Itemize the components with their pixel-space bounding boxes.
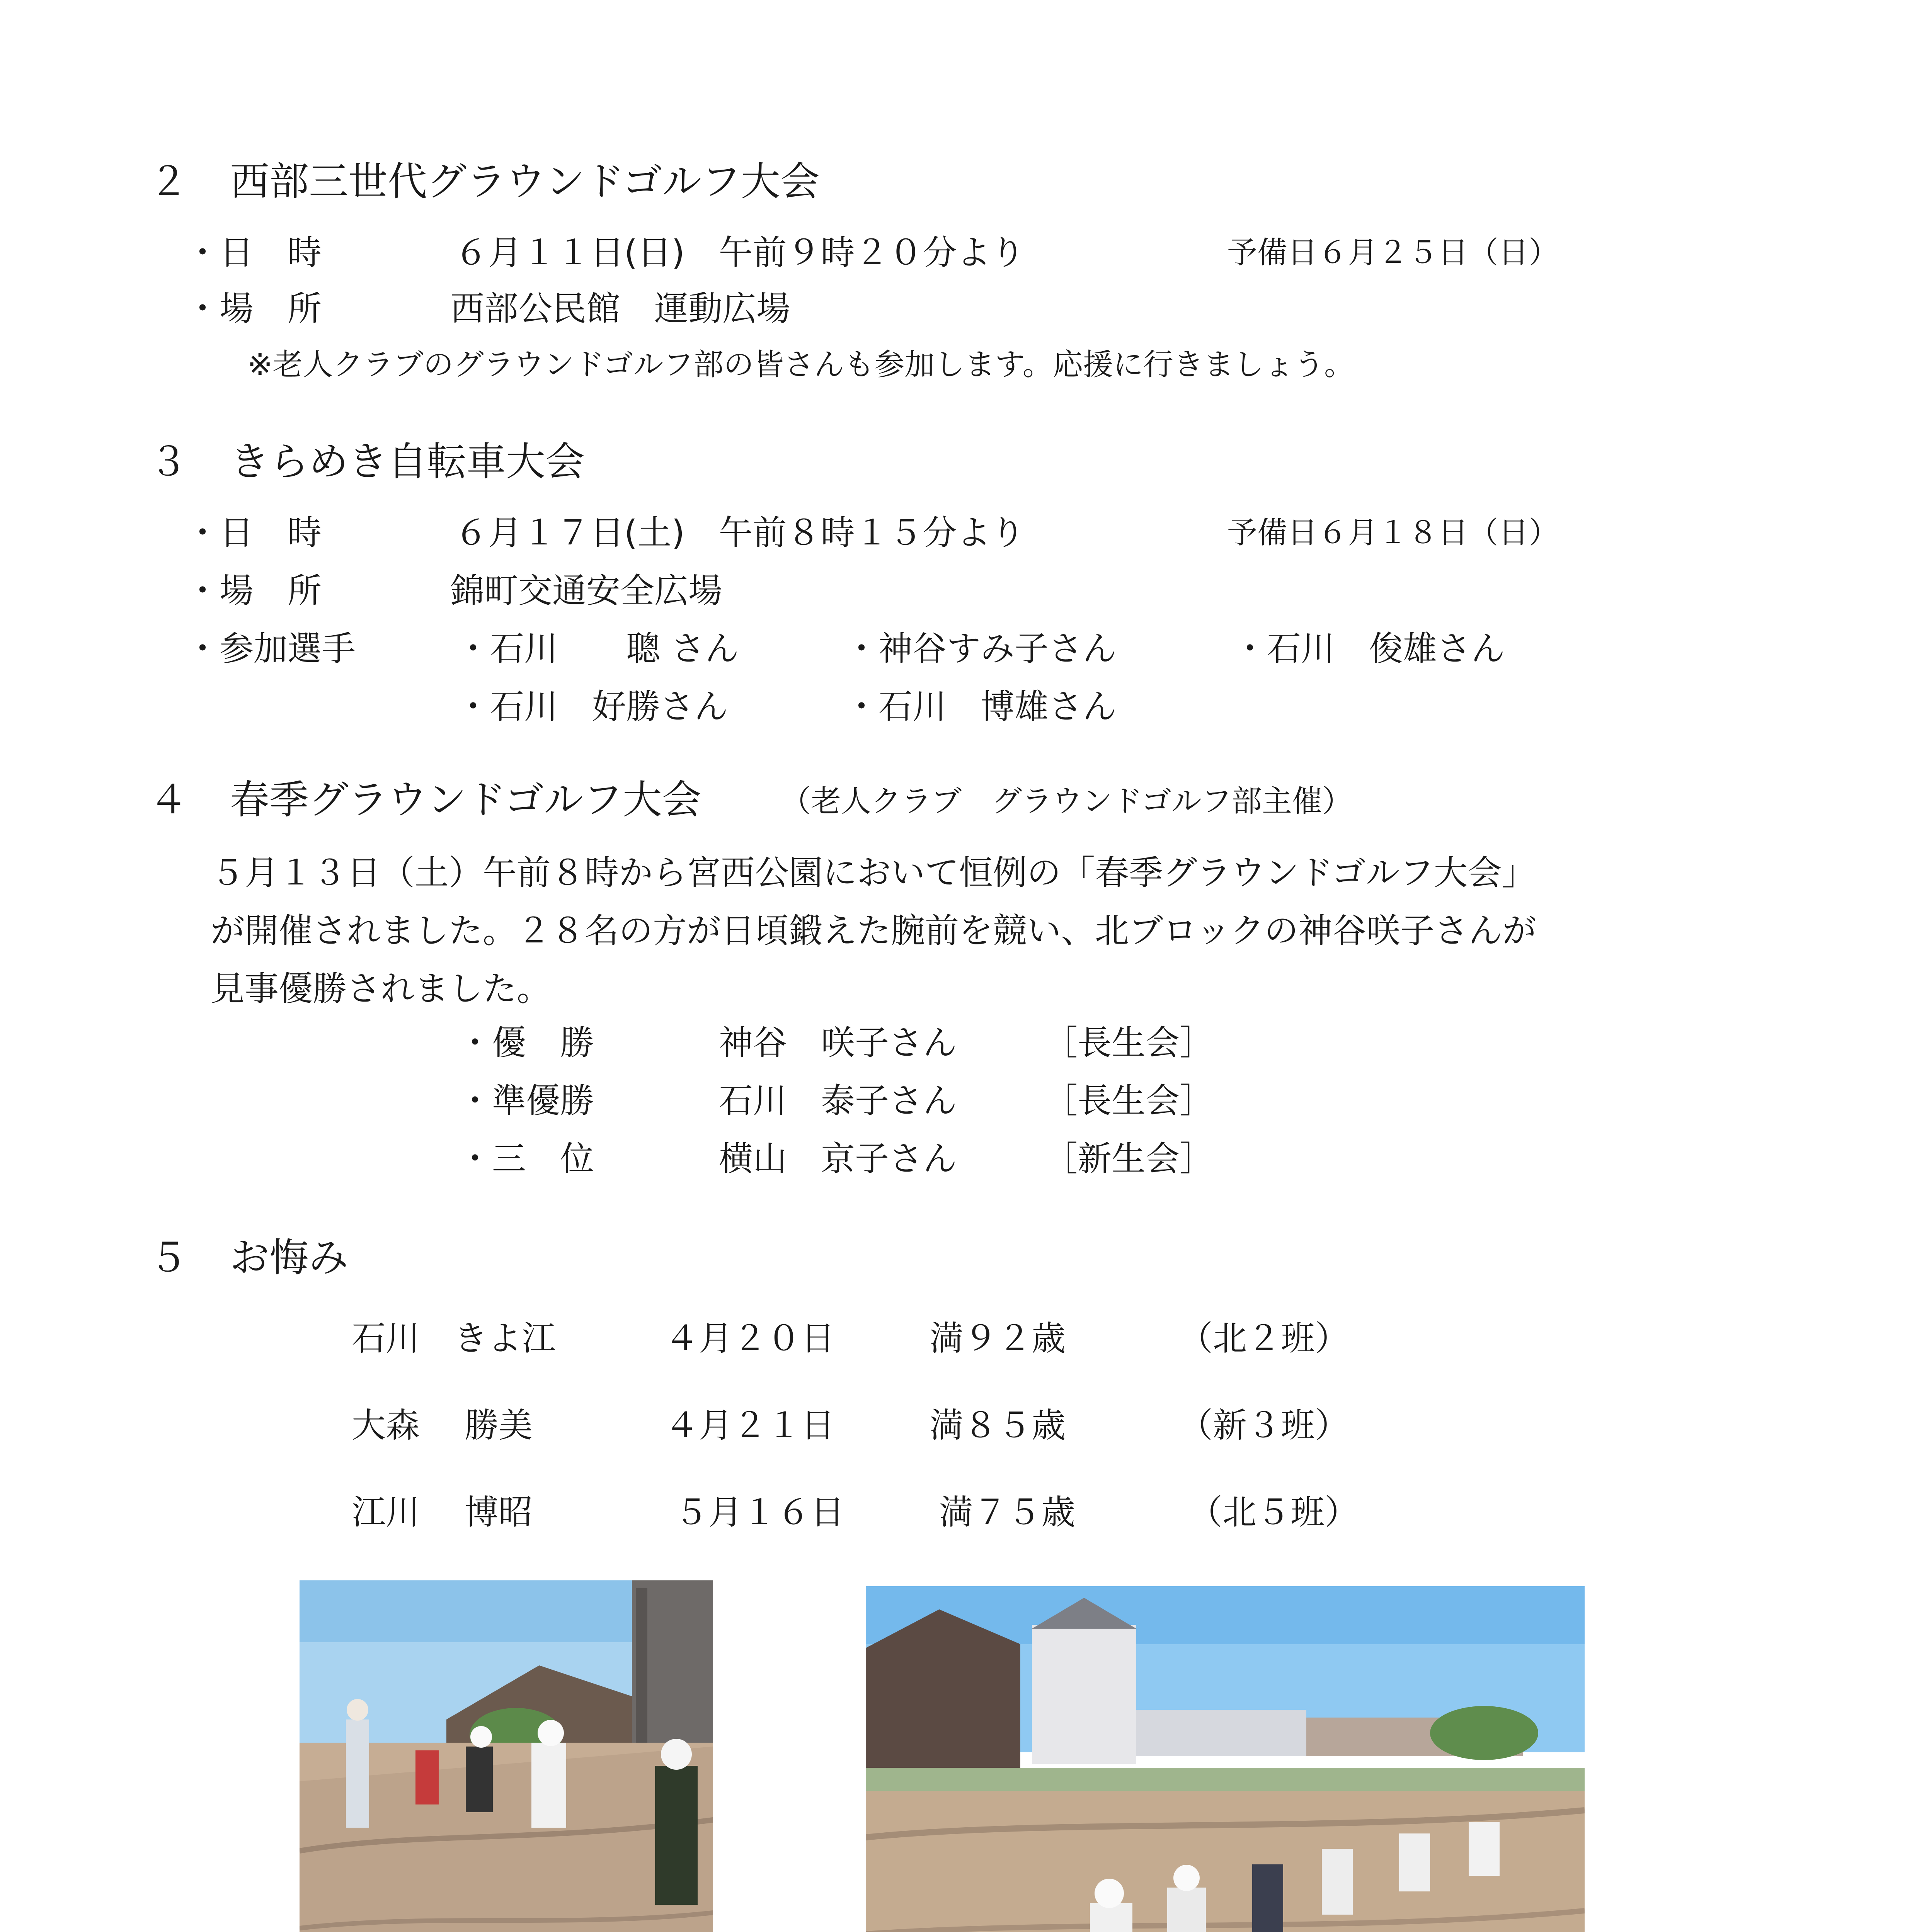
s4-result-club: ［長生会］ xyxy=(1044,1023,1214,1063)
s4-result-rank: ・優 勝 xyxy=(458,1023,594,1063)
condolence-age: 満７５歳 xyxy=(939,1492,1076,1532)
section-2-number: ２ xyxy=(149,159,188,205)
s3-player: ・石川 聰 さん xyxy=(456,629,739,668)
s2-note: ※老人クラブのグラウンドゴルフ部の皆さんも参加します。応援に行きましょう。 xyxy=(247,347,1354,382)
s2-place-value: 西部公民館 運動広場 xyxy=(450,289,791,328)
s4-body-line: 見事優勝されました。 xyxy=(211,969,551,1009)
s4-body-line: ５月１３日（土）午前８時から宮西公園において恒例の「春季グラウンドゴルフ大会」 xyxy=(211,853,1536,893)
s3-place-label: ・場 所 xyxy=(186,571,322,611)
condolence-date: ５月１６日 xyxy=(674,1492,845,1532)
section-2-title: 西部三世代グラウンドゴルフ大会 xyxy=(230,159,820,205)
condolence-date: ４月２１日 xyxy=(665,1405,835,1445)
s2-date-label: ・日 時 xyxy=(186,233,322,272)
s3-player: ・石川 博雄さん xyxy=(844,687,1117,726)
s3-reserve-date: 予備日６月１８日（日） xyxy=(1227,515,1559,550)
s2-date-value: ６月１１日(日) 午前９時２０分より xyxy=(454,233,1025,272)
s4-result-rank: ・準優勝 xyxy=(458,1081,594,1121)
s4-result-club: ［長生会］ xyxy=(1044,1081,1214,1121)
s3-player: ・神谷すみ子さん xyxy=(844,629,1117,668)
s3-player: ・石川 俊雄さん xyxy=(1233,629,1505,668)
section-4-subtitle: （老人クラブ グラウンドゴルフ部主催） xyxy=(781,784,1352,819)
section-5-number: ５ xyxy=(149,1235,188,1281)
section-5-title: お悔み xyxy=(230,1235,348,1281)
s3-player: ・石川 好勝さん xyxy=(456,687,729,726)
condolence-age: 満９２歳 xyxy=(930,1318,1066,1358)
s4-result-name: 石川 泰子さん xyxy=(719,1081,957,1121)
section-3-title: きらめき自転車大会 xyxy=(230,439,585,485)
s4-result-name: 横山 京子さん xyxy=(719,1139,957,1179)
condolence-name: 江川 博昭 xyxy=(352,1492,533,1532)
s2-reserve-date: 予備日６月２５日（日） xyxy=(1227,235,1559,270)
section-3-number: ３ xyxy=(149,439,188,485)
s4-body-line: が開催されました。２８名の方が日頃鍛えた腕前を競い、北ブロックの神谷咲子さんが xyxy=(211,911,1537,951)
condolence-name: 大森 勝美 xyxy=(352,1405,533,1445)
condolence-age: 満８５歳 xyxy=(930,1405,1066,1445)
s2-place-label: ・場 所 xyxy=(186,289,322,328)
s4-result-rank: ・三 位 xyxy=(458,1139,594,1179)
section-4-number: ４ xyxy=(149,777,188,823)
s4-result-club: ［新生会］ xyxy=(1044,1139,1214,1179)
s4-result-name: 神谷 咲子さん xyxy=(719,1023,957,1063)
rice-planting-photo-right xyxy=(866,1586,1585,1932)
condolence-name: 石川 きよ江 xyxy=(352,1318,556,1358)
condolence-date: ４月２０日 xyxy=(665,1318,835,1358)
s3-place-value: 錦町交通安全広場 xyxy=(450,571,723,611)
rice-planting-photo-left xyxy=(300,1580,713,1932)
section-4-title: 春季グラウンドゴルフ大会 xyxy=(230,777,701,823)
s3-players-label: ・参加選手 xyxy=(186,629,356,668)
condolence-group: （北２班） xyxy=(1179,1318,1349,1358)
s3-date-value: ６月１７日(土) 午前８時１５分より xyxy=(454,513,1025,553)
s3-date-label: ・日 時 xyxy=(186,513,322,553)
condolence-group: （新３班） xyxy=(1179,1405,1349,1445)
condolence-group: （北５班） xyxy=(1188,1492,1359,1532)
